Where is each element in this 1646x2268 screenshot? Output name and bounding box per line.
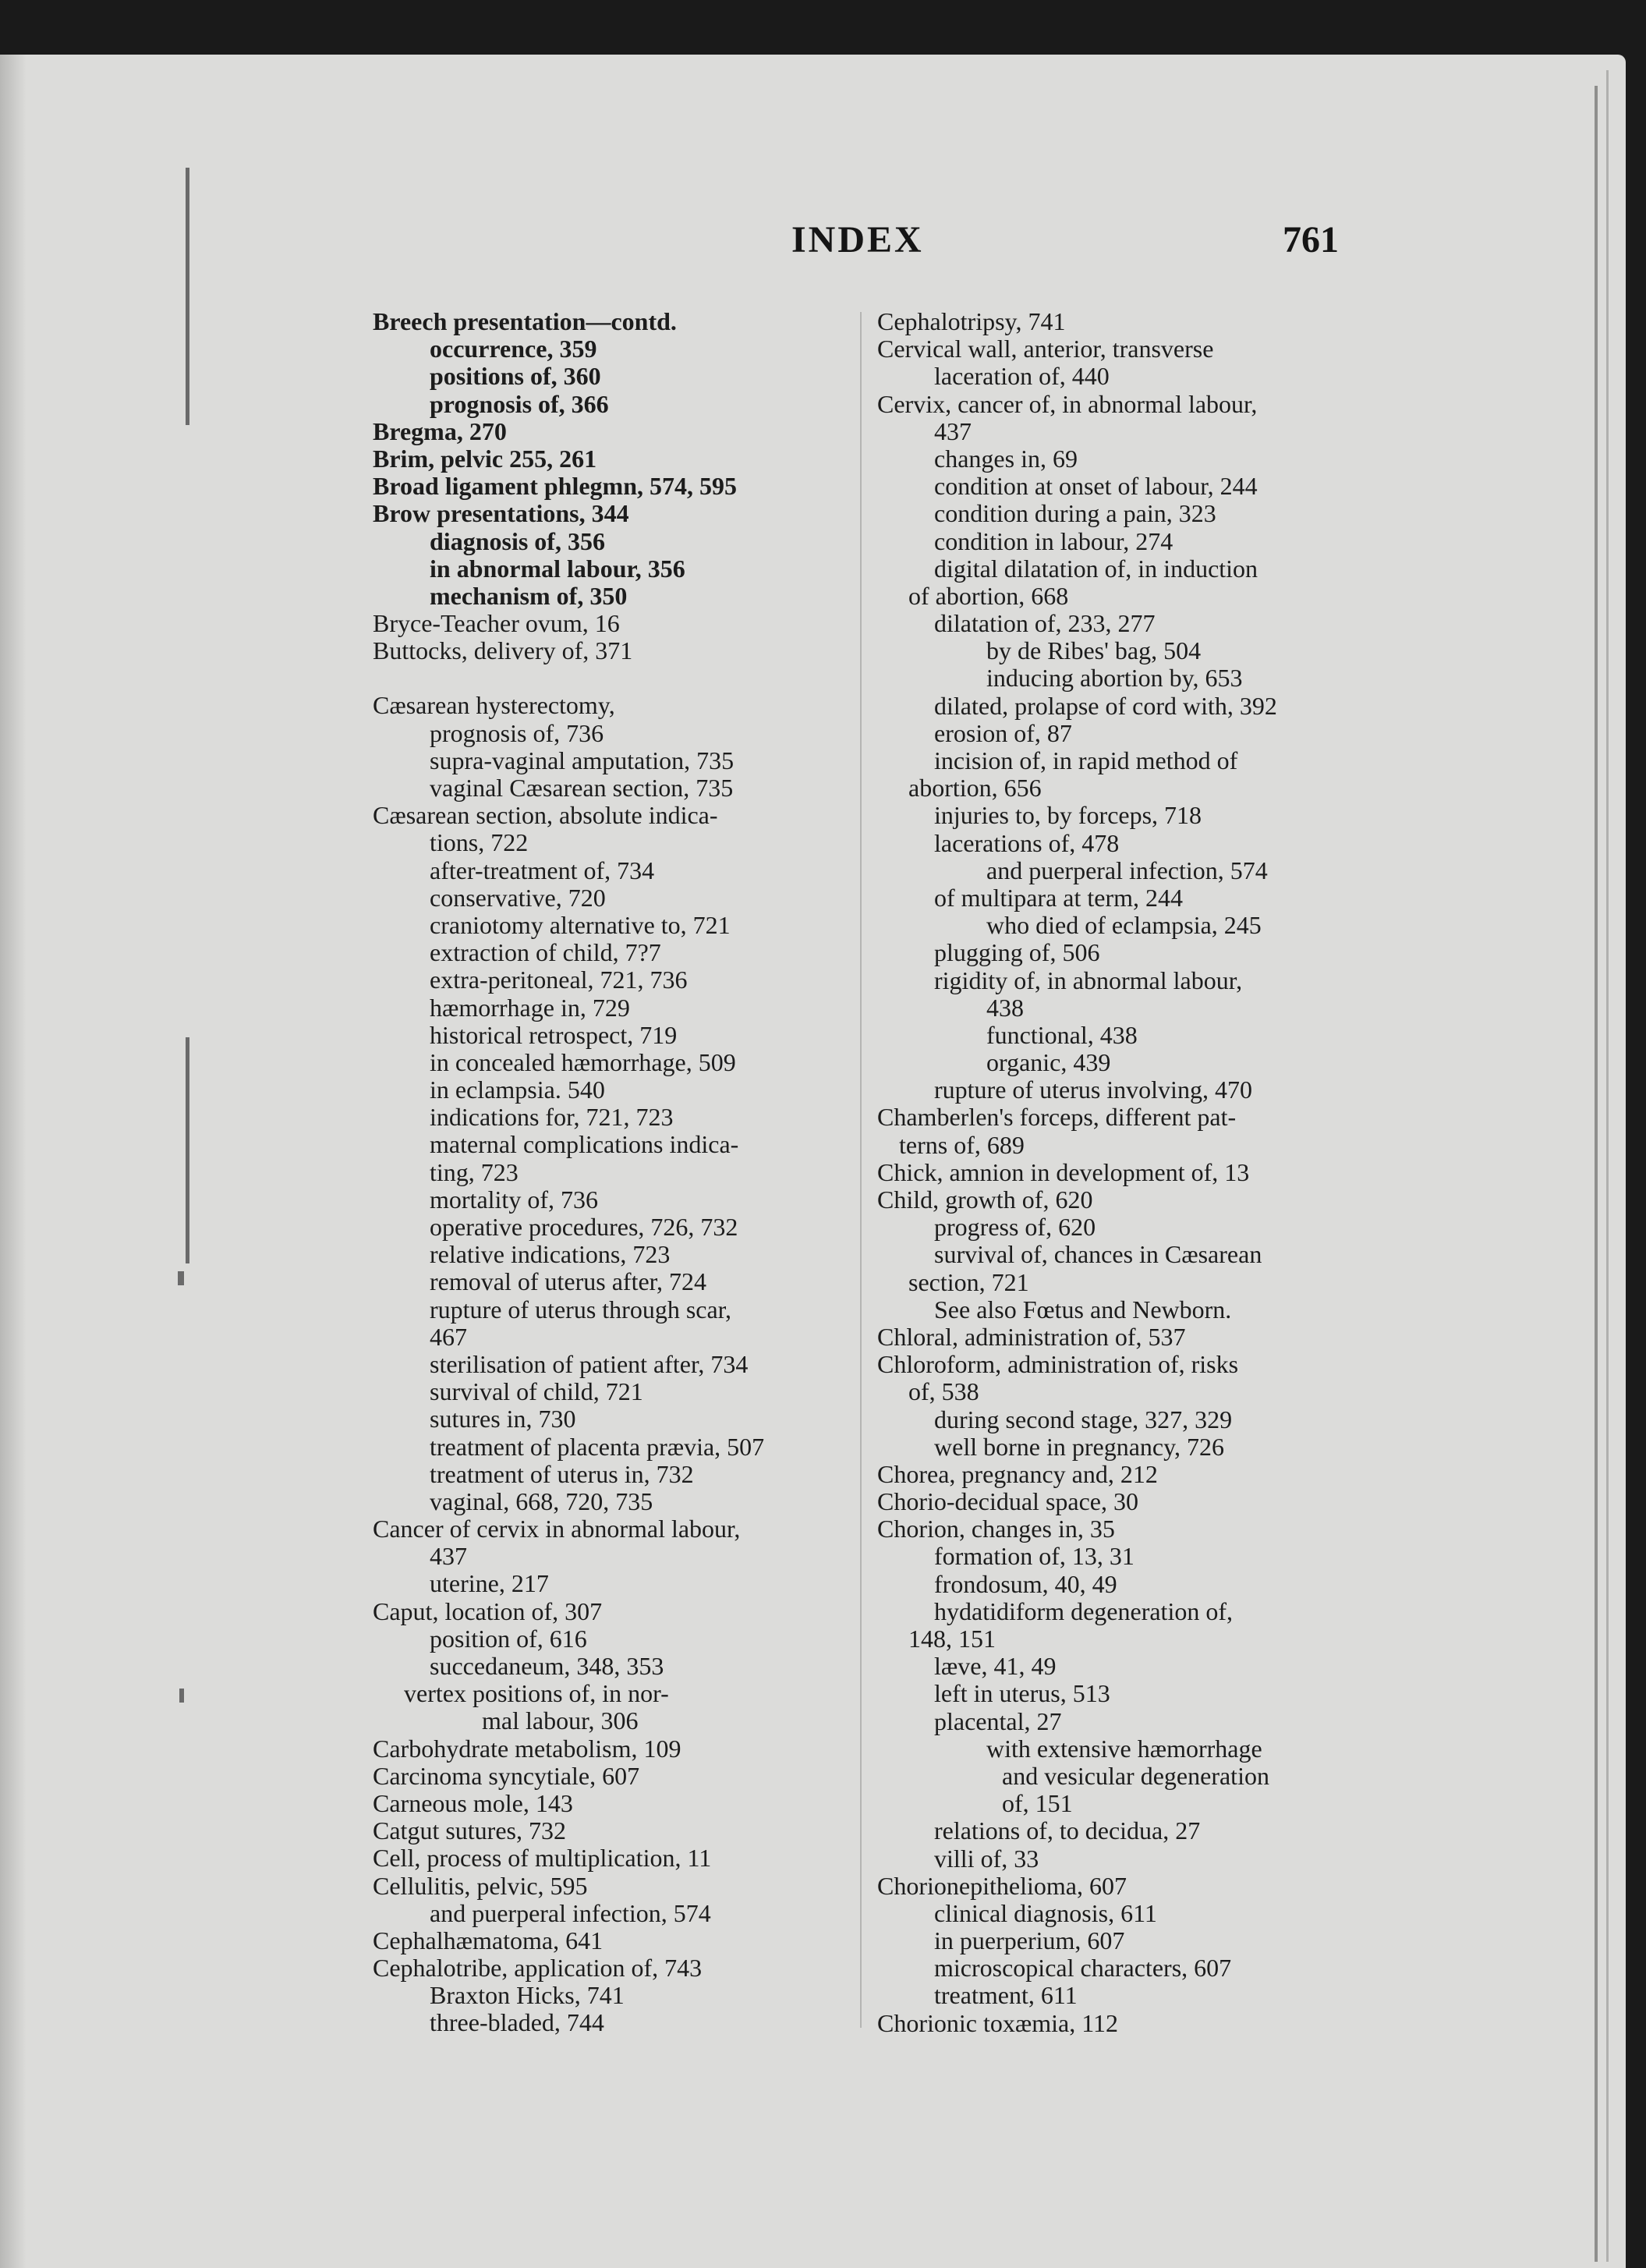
index-entry: Cephalotripsy, 741 <box>877 307 1066 335</box>
index-entry: Carcinoma syncytiale, 607 <box>373 1761 640 1790</box>
index-entry: occurrence, 359 <box>430 335 597 363</box>
index-entry: left in uterus, 513 <box>934 1679 1110 1708</box>
index-entry: dilated, prolapse of cord with, 392 <box>934 691 1277 720</box>
index-entry: Bregma, 270 <box>373 416 507 445</box>
index-entry: and puerperal infection, 574 <box>430 1898 711 1927</box>
index-entry: 437 <box>430 1542 467 1571</box>
page-edge-line <box>1595 86 1598 2262</box>
index-entry: Breech presentation—contd. <box>373 307 677 335</box>
index-entry: abortion, 656 <box>908 774 1042 803</box>
index-entry: plugging of, 506 <box>934 938 1100 967</box>
index-entry: prognosis of, 366 <box>430 389 609 418</box>
index-entry <box>373 664 809 692</box>
index-entry: Bryce-Teacher ovum, 16 <box>373 609 620 638</box>
index-entry: Buttocks, delivery of, 371 <box>373 636 633 665</box>
index-entry: hydatidiform degeneration of, <box>934 1596 1233 1625</box>
index-entry: terns of, 689 <box>899 1130 1025 1159</box>
index-entry: of, 538 <box>908 1377 979 1406</box>
index-entry: Caput, location of, 307 <box>373 1596 603 1625</box>
index-entry: mal labour, 306 <box>482 1706 639 1735</box>
index-entry: erosion of, 87 <box>934 718 1072 747</box>
index-entry: Broad ligament phlegmn, 574, 595 <box>373 472 737 501</box>
index-entry: sutures in, 730 <box>430 1405 576 1433</box>
index-entry: Cellulitis, pelvic, 595 <box>373 1871 588 1900</box>
index-entry: Cervix, cancer of, in abnormal labour, <box>877 389 1258 418</box>
index-entry: Chorionepithelioma, 607 <box>877 1871 1127 1900</box>
index-entry: condition at onset of labour, 244 <box>934 472 1258 501</box>
index-entry: extraction of child, 7?7 <box>430 938 661 967</box>
index-entry: rupture of uterus involving, 470 <box>934 1076 1252 1104</box>
index-entry: succedaneum, 348, 353 <box>430 1652 664 1680</box>
index-entry: in puerperium, 607 <box>934 1926 1125 1955</box>
index-entry: removal of uterus after, 724 <box>430 1267 707 1296</box>
page-edge-line-outer <box>1606 70 1609 2262</box>
index-entry: Chamberlen's forceps, different pat- <box>877 1103 1237 1132</box>
page-title: INDEX <box>791 219 924 260</box>
index-entry: survival of, chances in Cæsarean <box>934 1240 1262 1269</box>
index-entry: Cephalotribe, application of, 743 <box>373 1954 703 1983</box>
index-entry: dilatation of, 233, 277 <box>934 609 1156 638</box>
index-entry: Cervical wall, anterior, transverse <box>877 335 1214 363</box>
index-entry: incision of, in rapid method of <box>934 746 1238 774</box>
index-entry: Chick, amnion in development of, 13 <box>877 1157 1250 1186</box>
column-divider <box>860 312 862 2028</box>
index-entry: survival of child, 721 <box>430 1377 643 1406</box>
index-entry: and vesicular degeneration <box>1002 1761 1269 1790</box>
index-entry: functional, 438 <box>986 1020 1138 1049</box>
index-entry: indications for, 721, 723 <box>430 1103 674 1132</box>
index-entry: digital dilatation of, in induction <box>934 554 1258 583</box>
index-entry: vaginal Cæsarean section, 735 <box>430 774 734 802</box>
index-entry: 148, 151 <box>908 1625 996 1653</box>
index-entry: clinical diagnosis, 611 <box>934 1898 1157 1927</box>
index-entry: laceration of, 440 <box>934 362 1110 391</box>
index-entry: during second stage, 327, 329 <box>934 1405 1233 1433</box>
index-entry: prognosis of, 736 <box>430 718 604 747</box>
index-entry: of, 151 <box>1002 1789 1073 1818</box>
index-entry: treatment of placenta prævia, 507 <box>430 1432 765 1461</box>
index-entry: section, 721 <box>908 1267 1029 1296</box>
index-entry: Cephalhæmatoma, 641 <box>373 1926 604 1954</box>
index-entry: supra-vaginal amputation, 735 <box>430 746 735 774</box>
index-entry: sterilisation of patient after, 734 <box>430 1349 749 1378</box>
index-entry: extra-peritoneal, 721, 736 <box>430 966 688 994</box>
index-entry: See also Fœtus and Newborn. <box>934 1295 1232 1324</box>
index-entry: relations of, to decidua, 27 <box>934 1816 1201 1845</box>
index-entry: rigidity of, in abnormal labour, <box>934 966 1243 994</box>
index-entry: inducing abortion by, 653 <box>986 664 1243 693</box>
index-entry: villi of, 33 <box>934 1844 1039 1873</box>
index-entry: Brim, pelvic 255, 261 <box>373 444 597 473</box>
index-entry: treatment of uterus in, 732 <box>430 1459 694 1488</box>
index-entry: of multipara at term, 244 <box>934 883 1184 912</box>
index-entry: vertex positions of, in nor- <box>404 1679 669 1708</box>
index-entry: Carbohydrate metabolism, 109 <box>373 1734 681 1763</box>
index-entry: in abnormal labour, 356 <box>430 554 685 583</box>
index-entry: craniotomy alternative to, 721 <box>430 910 731 939</box>
margin-mark <box>179 1689 184 1703</box>
index-entry: of abortion, 668 <box>908 581 1069 610</box>
book-page <box>0 55 1626 2268</box>
index-entry: formation of, 13, 31 <box>934 1542 1135 1571</box>
index-entry: who died of eclampsia, 245 <box>986 911 1262 940</box>
index-entry: mortality of, 736 <box>430 1185 598 1214</box>
page-spine-shadow <box>0 55 27 2268</box>
index-entry: position of, 616 <box>430 1624 587 1653</box>
index-entry: condition in labour, 274 <box>934 526 1173 555</box>
index-entry: Carneous mole, 143 <box>373 1788 573 1817</box>
index-entry: Braxton Hicks, 741 <box>430 1981 625 2010</box>
index-entry: 437 <box>934 416 972 445</box>
index-entry: tions, 722 <box>430 828 529 857</box>
index-entry: changes in, 69 <box>934 444 1078 473</box>
index-entry: mechanism of, 350 <box>430 581 628 610</box>
index-entry: operative procedures, 726, 732 <box>430 1213 738 1241</box>
index-entry: organic, 439 <box>986 1048 1111 1077</box>
index-entry: Catgut sutures, 732 <box>373 1816 566 1845</box>
index-entry: Brow presentations, 344 <box>373 499 629 528</box>
index-entry: well borne in pregnancy, 726 <box>934 1432 1225 1461</box>
index-entry: after-treatment of, 734 <box>430 856 655 884</box>
index-entry: 467 <box>430 1322 467 1351</box>
index-entry: placental, 27 <box>934 1706 1062 1735</box>
index-entry: Cæsarean section, absolute indica- <box>373 801 718 830</box>
index-entry: maternal complications indica- <box>430 1130 739 1159</box>
index-entry: and puerperal infection, 574 <box>986 856 1268 884</box>
index-entry: Chorea, pregnancy and, 212 <box>877 1459 1158 1488</box>
index-entry: Chloroform, administration of, risks <box>877 1350 1239 1379</box>
index-entry: condition during a pain, 323 <box>934 499 1216 528</box>
index-entry: conservative, 720 <box>430 883 606 912</box>
index-entry: frondosum, 40, 49 <box>934 1569 1117 1598</box>
index-column-left <box>373 308 809 2037</box>
margin-mark <box>186 1037 189 1263</box>
index-entry: historical retrospect, 719 <box>430 1020 678 1049</box>
margin-mark <box>186 168 189 425</box>
index-entry: læve, 41, 49 <box>934 1652 1057 1681</box>
index-entry: microscopical characters, 607 <box>934 1954 1232 1983</box>
index-entry: Cæsarean hysterectomy, <box>373 691 615 720</box>
index-entry: injuries to, by forceps, 718 <box>934 801 1202 830</box>
index-entry: uterine, 217 <box>430 1569 549 1598</box>
index-entry: Cancer of cervix in abnormal labour, <box>373 1515 741 1543</box>
index-entry: progress of, 620 <box>934 1213 1096 1242</box>
index-entry: Chorionic toxæmia, 112 <box>877 2008 1119 2037</box>
index-entry: Chorion, changes in, 35 <box>877 1515 1115 1543</box>
page-number: 761 <box>1283 219 1339 260</box>
index-entry: diagnosis of, 356 <box>430 526 605 555</box>
index-entry: in concealed hæmorrhage, 509 <box>430 1047 736 1076</box>
index-entry: three-bladed, 744 <box>430 2008 604 2037</box>
index-entry: Child, growth of, 620 <box>877 1185 1093 1214</box>
index-entry: lacerations of, 478 <box>934 828 1120 857</box>
index-entry: rupture of uterus through scar, <box>430 1295 732 1324</box>
index-entry: Chloral, administration of, 537 <box>877 1322 1186 1351</box>
index-entry: with extensive hæmorrhage <box>986 1734 1262 1763</box>
index-entry: Chorio-decidual space, 30 <box>877 1487 1138 1516</box>
index-entry: treatment, 611 <box>934 1981 1078 2010</box>
index-entry: positions of, 360 <box>430 362 601 391</box>
index-entry: relative indications, 723 <box>430 1240 671 1269</box>
margin-mark <box>178 1271 184 1285</box>
index-entry: by de Ribes' bag, 504 <box>986 636 1202 665</box>
index-entry: hæmorrhage in, 729 <box>430 993 630 1022</box>
index-entry: Cell, process of multiplication, 11 <box>373 1844 712 1873</box>
index-entry: vaginal, 668, 720, 735 <box>430 1487 653 1515</box>
index-entry: ting, 723 <box>430 1157 519 1186</box>
index-entry: in eclampsia. 540 <box>430 1076 605 1104</box>
index-entry: 438 <box>986 993 1024 1022</box>
index-column-right <box>877 308 1337 2037</box>
